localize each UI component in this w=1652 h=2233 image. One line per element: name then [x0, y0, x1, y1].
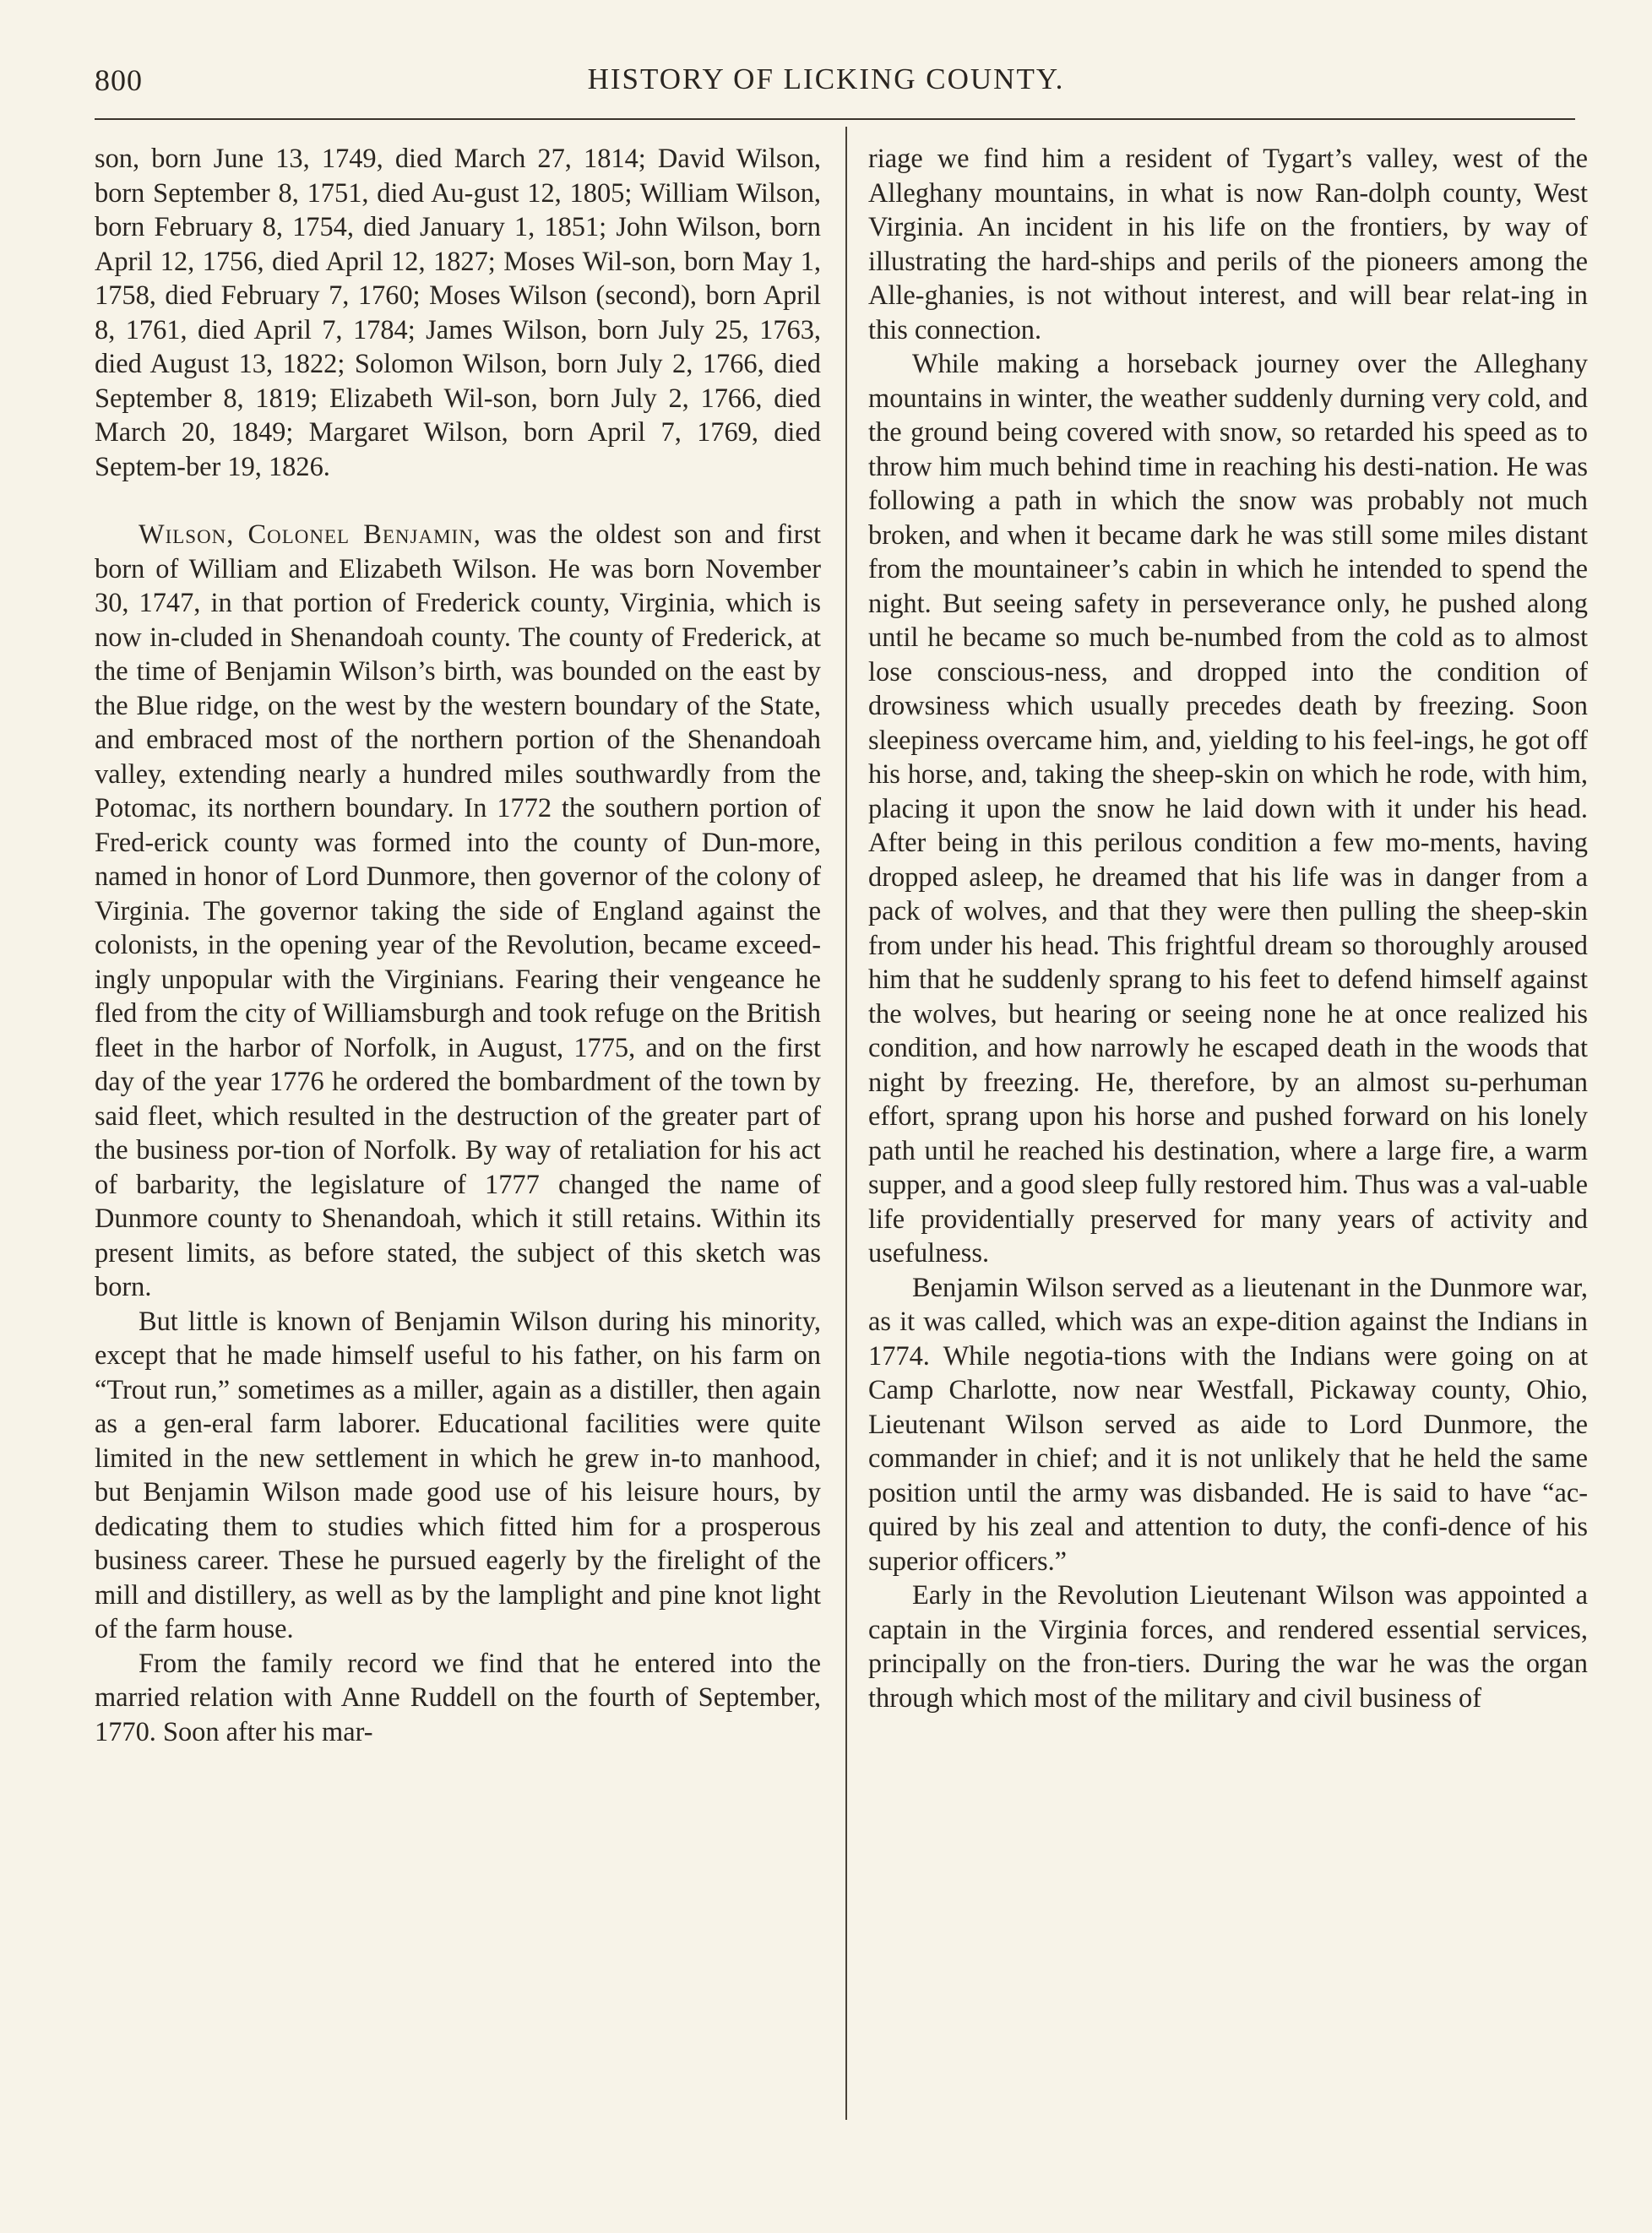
biography-entry-paragraph — [95, 518, 821, 1305]
family-list-paragraph: son, born June 13, 1749, died March 27, 1814; David Wilson, born September 8, 1751, died Au-gust 12, 1805; William Wilson, born February 8, 1754, died January 1, 1851; John Wilson, born April 12, 1756, died April 12, 1827; Moses Wil-son, born May 1, 1758, died February 7, 1760; Moses Wilson (second), born April 8, 1761, died April 7, 1784; James Wilson, born July 25, 1763, died August 13, 1822; Solomon Wilson, born July 2, 1766, died September 8, 1819; Elizabeth Wil-son, born July 2, 1766, died March 20, 1849; Margaret Wilson, born April 7, 1769, died Septem-ber 19, 1826. — [95, 144, 821, 482]
right-column — [868, 142, 1588, 1715]
body-paragraph: While making a horseback journey over the Alleghany mountains in winter, the weather suddenly durning very cold, and the ground being covered with snow, so retarded his speed as to throw him much behind time in reaching his desti-nation. He was following a path in which the snow was probably not much broken, and when it became dark he was still some miles distant from the mountaineer’s cabin in which he intended to spend the night. But seeing safety in perseverance only, he pushed along until he became so much be-numbed from the cold as to almost lose conscious-ness, and dropped into the condition of drowsiness which usually precedes death by freezing. Soon sleepiness overcame him, and, yielding to his feel-ings, he got off his horse, and, taking the sheep-skin on which he rode, with him, placing it upon the snow he laid down with it under his head. After being in this perilous condition a few mo-ments, having dropped asleep, he dreamed that his life was in danger from a pack of wolves, and that they were then pulling the sheep-skin from under his head. This frightful dream so thoroughly aroused him that he suddenly sprang to his feet to defend himself against the wolves, but hearing or seeing none he at once realized his condition, and how narrowly he escaped death in the woods that night by freezing. He, therefore, by an almost su-perhuman effort, sprang upon his horse and pushed forward on his lonely path until he reached his destination, where a large fire, a warm supper, and a good sleep fully restored him. Thus was a val-uable life providentially preserved for many years of activity and usefulness. — [868, 349, 1588, 1269]
body-paragraph: Early in the Revolution Lieutenant Wilson was appointed a captain in the Virginia forces, and rendered essential services, principally on the fron-tiers. During the war he was the organ through which most of the military and civil business of — [868, 1580, 1588, 1714]
page-number: 800 — [95, 63, 143, 97]
body-paragraph: riage we find him a resident of Tygart’s valley, west of the Alleghany mountains, in what is now Ran-dolph county, West Virginia. An incident in his life on the frontiers, by way of illustrating the hard-ships and perils of the pioneers among the Alle-ghanies, is not without interest, and will bear relat-ing in this connection. — [868, 144, 1588, 345]
body-paragraph: But little is known of Benjamin Wilson during his minority, except that he made himself useful to his father, on his farm on “Trout run,” sometimes as a miller, again as a distiller, then again as a gen-eral farm laborer. Educational facilities were quite limited in the new settlement in which he grew in-to manhood, but Benjamin Wilson made good use of his leisure hours, by dedicating them to studies which fitted him for a prosperous business career. These he pursued eagerly by the firelight of the mill and distillery, as well as by the lamplight and pine knot light of the farm house. — [95, 1306, 821, 1644]
body-paragraph: From the family record we find that he entered into the married relation with Anne Ruddell on the fourth of September, 1770. Soon after his mar- — [95, 1648, 821, 1747]
entry-body: was the oldest son and first born of William and Elizabeth Wilson. He was born November 30, 1747, in that portion of Frederick county, Virginia, which is now in-cluded in Shenandoah county. The county of Frederick, at the time of Benjamin Wilson’s birth, was bounded on the east by the Blue ridge, on the west by the western boundary of the State, and embraced most of the northern portion of the Shenandoah valley, extending nearly a hundred miles southwardly from the Potomac, its northern boundary. In 1772 the southern portion of Fred-erick county was formed into the county of Dun-more, named in honor of Lord Dunmore, then governor of the colony of Virginia. The governor taking the side of England against the colonists, in the opening year of the Revolution, became exceed-ingly unpopular with the Virginians. Fearing their vengeance he fled from the city of Williamsburgh and took refuge on the British fleet in the harbor of Norfolk, in August, 1775, and on the first day of the year 1776 he ordered the bombardment of the town by said fleet, which resulted in the destruction of the greater part of the business por-tion of Norfolk. By way of retaliation for his act of barbarity, the legislature of 1777 changed the name of Dunmore county to Shenandoah, which it still retains. Within its present limits, as before stated, the subject of this sketch was born. — [95, 519, 822, 1302]
left-column — [95, 142, 821, 1749]
running-head: HISTORY OF LICKING COUNTY. — [587, 62, 1065, 95]
body-paragraph: Benjamin Wilson served as a lieutenant in the Dunmore war, as it was called, which was an expe-dition against the Indians in 1774. While negotia-tions with the Indians were going on at Camp Charlotte, now near Westfall, Pickaway county, Ohio, Lieutenant Wilson served as aide to Lord Dunmore, the commander in chief; and it is not unlikely that he held the same position until the army was disbanded. He is said to have “ac-quired by his zeal and attention to duty, the confi-dence of his superior officers.” — [868, 1272, 1588, 1577]
entry-heading: Wilson, Colonel Benjamin, — [139, 519, 481, 550]
column-divider — [845, 127, 847, 2120]
header-rule — [95, 118, 1575, 120]
